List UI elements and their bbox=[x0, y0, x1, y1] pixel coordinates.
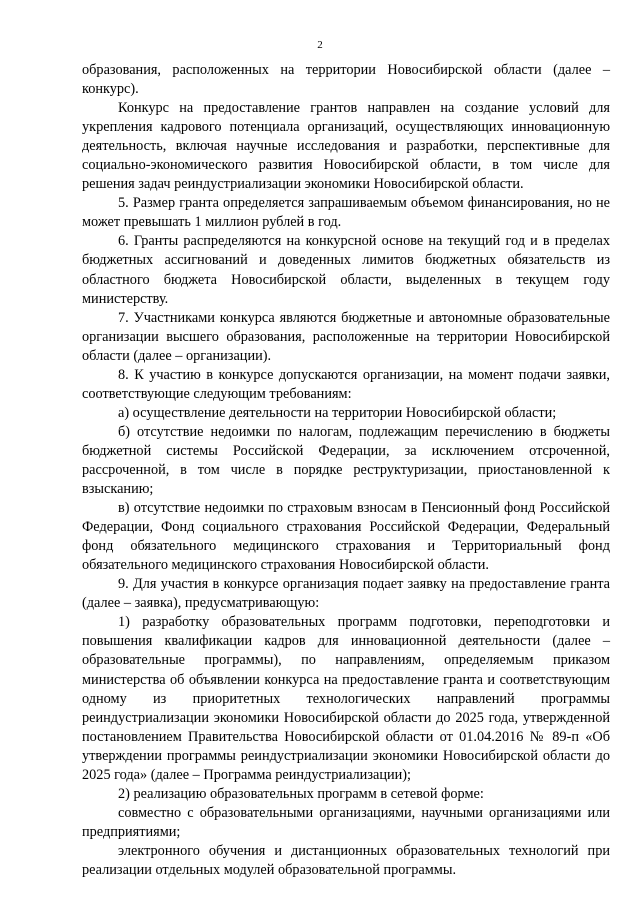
document-body bbox=[82, 61, 610, 880]
paragraph: 7. Участниками конкурса являются бюджетные и автономные образовательные организации высшего образования, расположенные на территории Новосибирской области (далее – организации). bbox=[82, 309, 610, 364]
paragraph: образования, расположенных на территории Новосибирской области (далее – конкурс). bbox=[82, 62, 610, 98]
paragraph: б) отсутствие недоимки по налогам, подлежащим перечислению в бюджеты бюджетной системы Российской Федерации, за исключением отсроченной, рассроченной, в том числе в порядке реструктуризации, приостановленной к взысканию; bbox=[82, 423, 610, 498]
paragraph: электронного обучения и дистанционных образовательных технологий при реализации отдельных модулей образовательной программы. bbox=[82, 842, 610, 878]
paragraph: в) отсутствие недоимки по страховым взносам в Пенсионный фонд Российской Федерации, Фонд социального страхования Российской Федерации, Федеральный фонд обязательного медицинского страхования и Территориальный фонд обязательного медицинского страхования Новосибирской области. bbox=[82, 500, 610, 574]
paragraph: 2) реализацию образовательных программ в сетевой форме: bbox=[118, 785, 484, 802]
paragraph: совместно с образовательными организациями, научными организациями или предприятиями; bbox=[82, 804, 610, 840]
paragraph: 8. К участию в конкурсе допускаются организации, на момент подачи заявки, соответствующие следующим требованиям: bbox=[82, 366, 610, 402]
page-number: 2 bbox=[317, 39, 323, 51]
paragraph: а) осуществление деятельности на территории Новосибирской области; bbox=[118, 404, 557, 421]
paragraph: 9. Для участия в конкурсе организация подает заявку на предоставление гранта (далее – заявка), предусматривающую: bbox=[82, 576, 610, 612]
paragraph: 1) разработку образовательных программ подготовки, переподготовки и повышения квалификации кадров для инновационной деятельности (далее – образовательные программы), по направлениям, определяемым приказом министерства об объявлении конкурса на предоставление гранта и соответствующим одному из приоритетных технологических направлений программы реиндустриализации экономики Новосибирской области до 2025 года, утвержденной постановлением Правительства Новосибирской области от 01.04.2016 № 89-п «Об утверждении программы реиндустриализации экономики Новосибирской области до 2025 года» (далее – Программа реиндустриализации); bbox=[82, 614, 610, 783]
paragraph: 6. Гранты распределяются на конкурсной основе на текущий год и в пределах бюджетных ассигнований и доведенных лимитов бюджетных обязательств из областного бюджета Новосибирской области, выделенных в текущем году министерству. bbox=[82, 233, 610, 307]
paragraph: 5. Размер гранта определяется запрашиваемым объемом финансирования, но не может превышать 1 миллион рублей в год. bbox=[82, 195, 610, 231]
paragraph: Конкурс на предоставление грантов направлен на создание условий для укрепления кадрового потенциала организаций, осуществляющих инновационную деятельность, включая научные исследования и разработки, перспективные для социально-экономического развития Новосибирской области, в том числе для решения задач реиндустриализации экономики Новосибирской области. bbox=[82, 100, 610, 193]
